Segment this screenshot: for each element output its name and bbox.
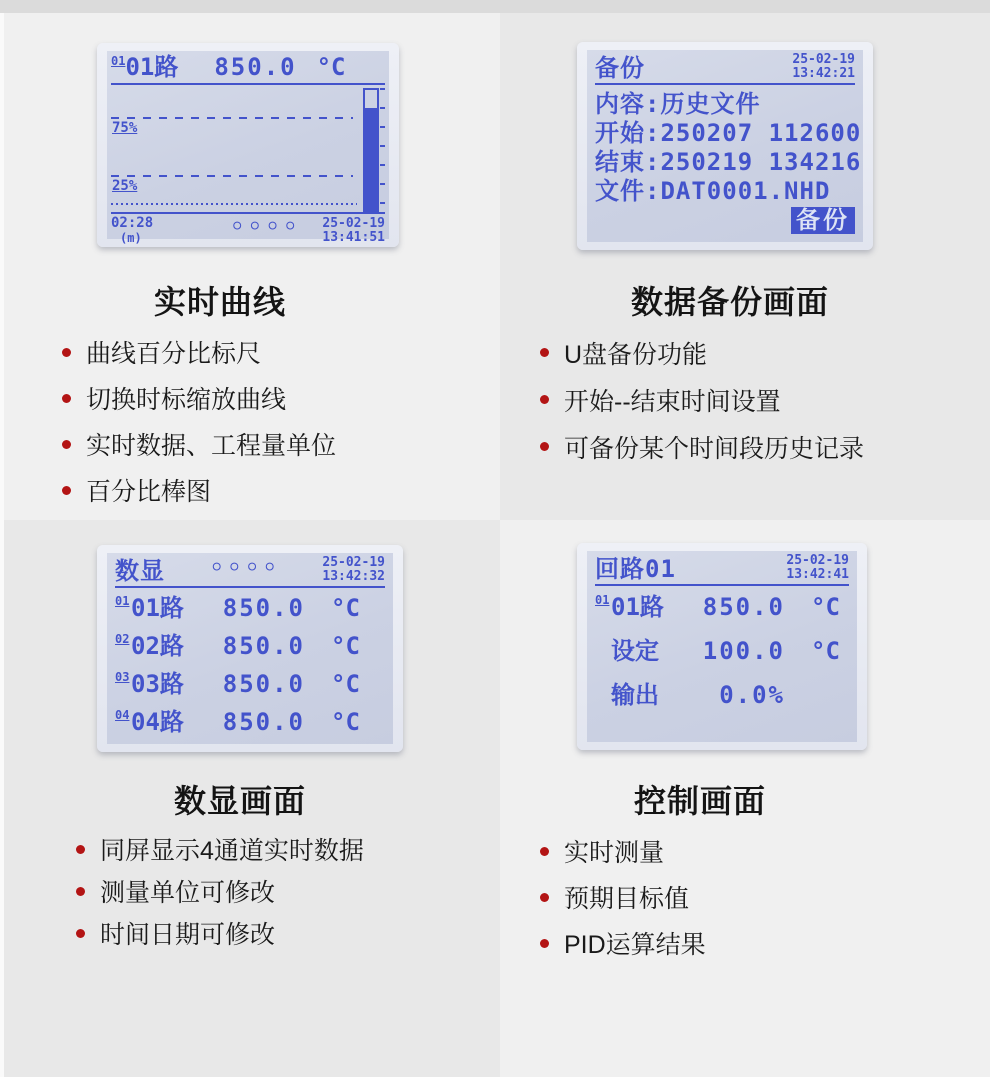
bullet-dot-icon	[540, 939, 549, 948]
backup-row-start	[595, 119, 862, 148]
bullet-dot-icon	[540, 893, 549, 902]
lcd-date: 25-02-19	[322, 555, 385, 570]
backup-row-content	[595, 90, 855, 119]
gridline-75	[111, 117, 353, 119]
lcd-date: 25-02-19	[786, 553, 849, 568]
channel-value: 850.0	[222, 670, 305, 698]
lcd-control	[577, 543, 867, 750]
list-item	[62, 375, 336, 421]
list-item	[62, 421, 336, 467]
channel-number-sup: 01	[111, 54, 126, 68]
channel-row	[115, 633, 385, 659]
bullet-dot-icon	[540, 348, 549, 357]
list-item-text: 预期目标值	[564, 885, 690, 913]
channel-value: 850.0	[214, 53, 297, 81]
bullet-dot-icon	[540, 395, 549, 404]
scale-label-75: 75%	[112, 119, 138, 136]
row-label: 内容:	[595, 90, 661, 118]
gridline-25	[111, 175, 353, 177]
status-markers: ○ ○ ○ ○	[212, 559, 275, 574]
channel-number-sup: 04	[115, 708, 130, 722]
trend-curve-trace	[111, 203, 357, 205]
lcd-backup-screen	[587, 50, 863, 242]
list-item-text: 实时数据、工程量单位	[86, 432, 337, 460]
channel-row	[115, 671, 385, 697]
bar-graph	[363, 88, 379, 212]
lcd-realtime-curve	[97, 43, 399, 247]
bullet-dot-icon	[540, 442, 549, 451]
row-label: 开始:	[595, 119, 661, 147]
list-item	[76, 912, 364, 954]
channel-unit: °C	[331, 594, 360, 622]
channel-number-sup: 03	[115, 670, 130, 684]
row-unit: °C	[811, 637, 840, 665]
list-item-text: 曲线百分比标尺	[86, 340, 262, 368]
channel-number-sup: 01	[115, 594, 130, 608]
backup-button-badge: 备份	[791, 207, 855, 234]
row-unit: °C	[811, 593, 840, 621]
list-item	[540, 423, 864, 470]
control-rows	[595, 586, 849, 708]
row-value: 250219 134216	[660, 148, 862, 176]
screen-name: 数显	[115, 557, 165, 585]
list-item-text: 开始--结束时间设置	[564, 387, 781, 416]
list-item	[76, 870, 364, 912]
row-value: DAT0001.NHD	[660, 177, 831, 205]
list-item-text: 时间日期可修改	[100, 921, 276, 949]
bar-graph-ticks	[380, 88, 385, 212]
elapsed-time: 02:28	[111, 215, 154, 231]
screen-name: 回路01	[595, 555, 676, 583]
channel-rows	[115, 588, 385, 735]
lcd-digits-screen	[107, 553, 393, 744]
feature-list-curve	[62, 329, 336, 513]
bullet-dot-icon	[76, 929, 85, 938]
backup-row-file	[595, 177, 855, 206]
channel-label: 02路	[131, 632, 184, 660]
channel-row	[115, 709, 385, 735]
lcd-curve-statusbar	[111, 212, 385, 245]
section-title-control: 控制画面	[633, 783, 766, 819]
section-title-digits: 数显画面	[173, 783, 306, 819]
row-label: 输出	[611, 681, 659, 709]
list-item-text: 切换时标缩放曲线	[86, 386, 287, 414]
bullet-dot-icon	[76, 845, 85, 854]
lcd-time: 13:42:41	[786, 567, 849, 582]
list-item	[62, 329, 336, 375]
lcd-date: 25-02-19	[322, 216, 385, 231]
row-value: 850.0	[702, 593, 785, 621]
bar-graph-fill	[365, 108, 377, 210]
backup-row-end	[595, 148, 862, 177]
list-item-text: 百分比棒图	[86, 478, 212, 506]
list-item	[540, 329, 864, 376]
row-value: 100.0	[702, 637, 785, 665]
channel-number-sup: 01	[595, 593, 610, 607]
bullet-dot-icon	[62, 440, 71, 449]
lcd-date: 25-02-19	[792, 52, 855, 67]
channel-unit: °C	[331, 632, 360, 660]
channel-label: 01路	[125, 53, 179, 81]
section-digital-display	[0, 520, 500, 1077]
channel-value: 850.0	[222, 594, 305, 622]
channel-row	[115, 595, 385, 621]
list-item	[540, 828, 706, 874]
list-item-text: 同屏显示4通道实时数据	[100, 837, 364, 865]
elapsed-unit: (m)	[120, 231, 142, 245]
status-markers: ○ ○ ○ ○	[233, 218, 296, 233]
channel-label: 01路	[131, 594, 184, 622]
page-left-strip	[0, 13, 4, 1077]
bullet-dot-icon	[62, 348, 71, 357]
control-row-measure	[595, 594, 849, 620]
row-value: 250207 112600	[660, 119, 862, 147]
feature-list-digits	[76, 828, 364, 954]
list-item-text: 实时测量	[564, 839, 665, 867]
section-realtime-curve	[0, 13, 500, 520]
screen-name: 备份	[595, 54, 645, 82]
lcd-time: 13:41:51	[322, 230, 385, 245]
backup-info-rows	[595, 90, 862, 206]
control-row-setpoint	[595, 638, 849, 664]
row-label: 结束:	[595, 148, 661, 176]
section-data-backup	[500, 13, 990, 520]
channel-unit: °C	[331, 708, 360, 736]
list-item	[76, 828, 364, 870]
section-title-curve: 实时曲线	[153, 284, 286, 320]
list-item-text: 可备份某个时间段历史记录	[564, 434, 865, 463]
lcd-time: 13:42:21	[792, 66, 855, 81]
bullet-dot-icon	[62, 486, 71, 495]
row-label: 01路	[611, 593, 664, 621]
list-item	[540, 874, 706, 920]
page-top-band	[0, 0, 990, 13]
list-item-text: U盘备份功能	[564, 340, 708, 369]
row-label: 文件:	[595, 177, 661, 205]
list-item	[62, 467, 336, 513]
channel-label: 04路	[131, 708, 184, 736]
lcd-curve-screen	[107, 51, 389, 245]
bullet-dot-icon	[540, 847, 549, 856]
control-row-output	[595, 682, 849, 708]
channel-unit: °C	[316, 53, 346, 81]
list-item	[540, 376, 864, 423]
scale-label-25: 25%	[112, 178, 138, 195]
channel-number-sup: 02	[115, 632, 130, 646]
trend-chart	[111, 85, 385, 212]
lcd-control-screen	[587, 551, 857, 742]
feature-list-backup	[540, 329, 864, 470]
lcd-digits	[97, 545, 403, 752]
lcd-curve-header	[111, 52, 385, 85]
section-control	[500, 520, 990, 1077]
bullet-dot-icon	[62, 394, 71, 403]
channel-value: 850.0	[222, 708, 305, 736]
channel-value: 850.0	[222, 632, 305, 660]
list-item	[540, 920, 706, 966]
row-value: 历史文件	[660, 90, 761, 118]
row-value: 0.0%	[719, 681, 785, 709]
list-item-text: PID运算结果	[564, 931, 706, 959]
lcd-control-header	[595, 554, 849, 586]
list-item-text: 测量单位可修改	[100, 879, 276, 907]
lcd-digits-header	[115, 556, 385, 588]
bullet-dot-icon	[76, 887, 85, 896]
lcd-backup	[577, 42, 873, 250]
channel-unit: °C	[331, 670, 360, 698]
lcd-time: 13:42:32	[322, 569, 385, 584]
section-title-backup: 数据备份画面	[630, 284, 829, 320]
lcd-backup-header	[595, 53, 855, 85]
row-label: 设定	[611, 637, 659, 665]
channel-label: 03路	[131, 670, 184, 698]
feature-list-control	[540, 828, 706, 966]
